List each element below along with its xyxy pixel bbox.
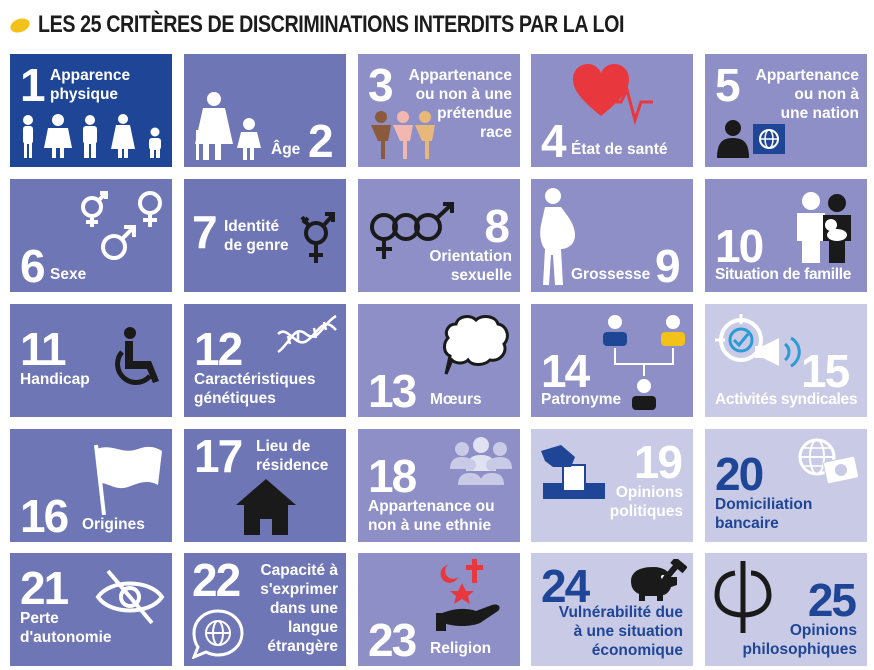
criterion-4-tile	[531, 54, 693, 167]
criterion-label: Activités syndicales	[715, 391, 858, 408]
criterion-1-tile	[10, 54, 172, 167]
target-megaphone-icon	[715, 312, 801, 378]
criterion-number: 17	[194, 430, 242, 482]
page-title: LES 25 CRITÈRES DE DISCRIMINATIONS INTERDITS PAR LA LOI	[38, 11, 625, 38]
criterion-label: Mœurs	[430, 391, 482, 408]
criterion-label: Perte d'autonomie	[20, 610, 112, 646]
criterion-21-tile	[10, 553, 172, 666]
criterion-label: Appartenance ou non à une ethnie	[368, 498, 495, 534]
passport-officer-icon	[715, 118, 787, 158]
criterion-24-tile	[531, 553, 693, 666]
criterion-8-tile	[358, 179, 520, 292]
criterion-2-tile	[184, 54, 346, 167]
transgender-symbol-icon	[300, 211, 336, 265]
criterion-label: Opinions philosophiques	[742, 622, 857, 658]
wheelchair-icon	[108, 326, 168, 392]
criterion-number: 2	[308, 115, 332, 167]
criterion-label: Lieu de résidence	[256, 438, 329, 474]
criterion-number: 11	[20, 323, 65, 375]
criterion-number: 16	[20, 490, 68, 542]
criterion-6-tile	[10, 179, 172, 292]
criterion-number: 19	[633, 436, 681, 488]
criterion-number: 25	[807, 574, 855, 626]
criterion-label: Handicap	[20, 371, 90, 388]
criterion-7-tile	[184, 179, 346, 292]
criterion-19-tile	[531, 429, 693, 542]
criterion-label: Appartenance ou non à une nation	[755, 67, 859, 122]
criterion-label: Grossesse	[571, 266, 651, 283]
criterion-label: Identité de genre	[224, 218, 289, 254]
criterion-number: 24	[541, 560, 589, 612]
criterion-number: 10	[715, 220, 763, 272]
criterion-number: 15	[801, 345, 849, 397]
heart-pulse-icon	[571, 62, 655, 132]
criterion-number: 23	[368, 614, 416, 666]
criterion-number: 14	[541, 345, 589, 397]
criterion-label: Capacité à s'exprimer dans une langue étrangère	[260, 562, 338, 655]
criterion-label: Origines	[82, 516, 145, 533]
criterion-17-tile	[184, 429, 346, 542]
criterion-number: 7	[192, 206, 216, 258]
criterion-14-tile	[531, 304, 693, 417]
criterion-number: 12	[194, 323, 242, 375]
house-icon	[236, 479, 296, 535]
speech-bubble-icon	[442, 314, 510, 376]
group-people-icon	[446, 435, 516, 487]
criterion-number: 9	[655, 240, 679, 292]
three-people-colors-icon	[368, 110, 438, 162]
criterion-label: Religion	[430, 640, 492, 657]
criterion-number: 5	[715, 59, 739, 111]
criterion-number: 18	[368, 450, 416, 502]
criterion-label: Vulnérabilité due à une situation économique	[558, 604, 683, 659]
header	[10, 10, 753, 40]
criterion-5-tile	[705, 54, 867, 167]
globe-banknote-icon	[797, 437, 859, 489]
criterion-13-tile	[358, 304, 520, 417]
criterion-10-tile	[705, 179, 867, 292]
criterion-label: Caractéristiques génétiques	[194, 371, 316, 407]
criterion-20-tile	[705, 429, 867, 542]
crossed-eye-icon	[94, 567, 166, 627]
criterion-18-tile	[358, 429, 520, 542]
people-silhouettes-icon	[20, 114, 165, 160]
criterion-number: 3	[368, 59, 392, 111]
criterion-label: Opinions politiques	[609, 484, 683, 520]
criterion-number: 6	[20, 240, 44, 292]
criterion-23-tile	[358, 553, 520, 666]
criterion-11-tile	[10, 304, 172, 417]
globe-bubble-icon	[192, 609, 244, 659]
criterion-label: Domiciliation bancaire	[715, 496, 813, 532]
criterion-16-tile	[10, 429, 172, 542]
criterion-12-tile	[184, 304, 346, 417]
criterion-15-tile	[705, 304, 867, 417]
criterion-label: Appartenance ou non à une prétendue race	[408, 67, 512, 141]
gender-symbols-icon	[78, 185, 168, 265]
dna-icon	[276, 314, 338, 354]
criterion-number: 20	[715, 448, 763, 500]
religious-symbols-hand-icon	[436, 557, 516, 633]
criterion-label: Situation de famille	[715, 266, 852, 283]
criterion-label: Apparence physique	[50, 67, 131, 103]
criterion-number: 4	[541, 115, 565, 167]
criterion-label: Patronyme	[541, 391, 622, 408]
elderly-and-child-icon	[194, 90, 264, 162]
criterion-label: Âge	[271, 141, 301, 158]
white-flag-icon	[90, 441, 164, 515]
criterion-number: 1	[20, 59, 44, 111]
criterion-9-tile	[531, 179, 693, 292]
yellow-bullet-icon	[8, 15, 31, 34]
criterion-number: 13	[368, 365, 416, 417]
criterion-number: 8	[484, 200, 508, 252]
piggy-bank-hammer-icon	[625, 559, 687, 601]
criterion-label: État de santé	[571, 141, 668, 158]
family-icon	[791, 191, 857, 263]
ballot-box-icon	[539, 443, 609, 503]
criterion-3-tile	[358, 54, 520, 167]
criterion-label: Sexe	[50, 266, 87, 283]
criterion-number: 22	[192, 554, 240, 606]
criterion-25-tile	[705, 553, 867, 666]
criterion-22-tile	[184, 553, 346, 666]
criterion-number: 21	[20, 562, 68, 614]
criterion-label: Orientation sexuelle	[429, 248, 512, 284]
